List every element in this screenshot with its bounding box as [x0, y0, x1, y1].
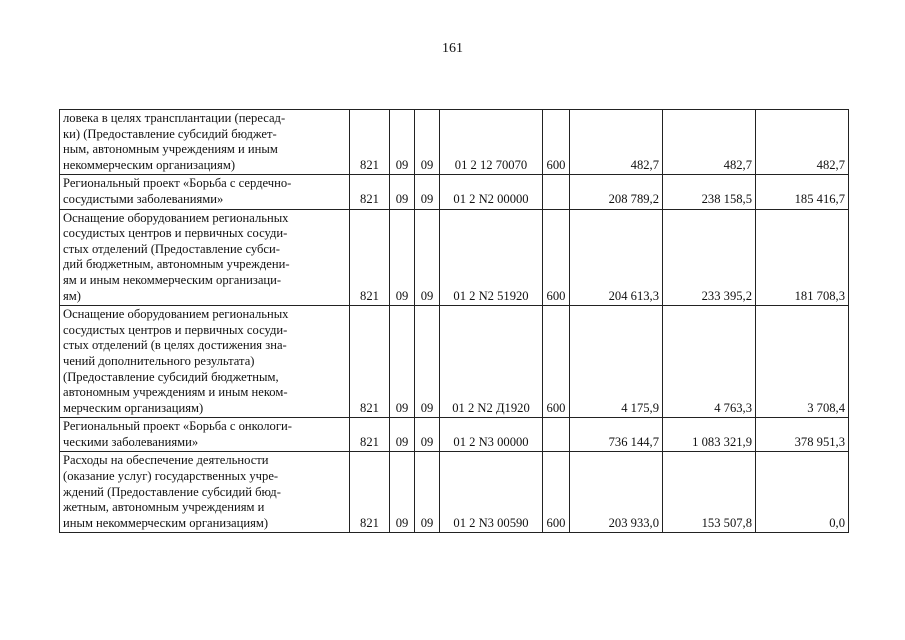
description-line: стых отделений (Предоставление субси-	[63, 241, 280, 256]
description-line: стых отделений (в целях достижения зна-	[63, 338, 287, 353]
amount-year-3-cell: 185 416,7	[756, 175, 849, 209]
subsection-code-cell: 09	[415, 175, 440, 209]
expense-type-cell	[543, 175, 570, 209]
ministry-code-cell: 821	[350, 418, 390, 452]
subsection-code-cell: 09	[415, 209, 440, 306]
amount-year-1-cell: 203 933,0	[570, 452, 663, 533]
row-description	[60, 306, 350, 418]
expense-type-cell: 600	[543, 110, 570, 175]
target-article-cell: 01 2 N3 00590	[440, 452, 543, 533]
amount-year-3-cell: 482,7	[756, 110, 849, 175]
ministry-code-cell: 821	[350, 175, 390, 209]
description-line: сосудистых центров и первичных сосуди-	[63, 322, 288, 337]
section-code-cell: 09	[390, 209, 415, 306]
expense-type-cell: 600	[543, 306, 570, 418]
row-description	[60, 209, 350, 306]
description-line: Расходы на обеспечение деятельности	[63, 453, 269, 468]
table-row	[60, 175, 849, 209]
amount-year-2-cell: 1 083 321,9	[663, 418, 756, 452]
description-line: ки) (Предоставление субсидий бюджет-	[63, 126, 277, 141]
description-line: ловека в целях трансплантации (пересад-	[63, 111, 286, 125]
subsection-code-cell: 09	[415, 452, 440, 533]
description-line: жетным, автономным учреждениям и	[63, 500, 265, 515]
description-line: Оснащение оборудованием региональных	[63, 210, 289, 225]
ministry-code-cell: 821	[350, 452, 390, 533]
subsection-code-cell: 09	[415, 418, 440, 452]
table-row	[60, 452, 849, 533]
amount-year-2-cell: 4 763,3	[663, 306, 756, 418]
section-code-cell: 09	[390, 110, 415, 175]
amount-year-1-cell: 208 789,2	[570, 175, 663, 209]
row-description	[60, 418, 350, 452]
description-line: дий бюджетным, автономным учреждени-	[63, 257, 290, 272]
section-code-cell: 09	[390, 452, 415, 533]
description-line: ям)	[63, 288, 81, 303]
target-article-cell: 01 2 N3 00000	[440, 418, 543, 452]
section-code-cell: 09	[390, 418, 415, 452]
subsection-code-cell: 09	[415, 306, 440, 418]
expense-type-cell: 600	[543, 452, 570, 533]
section-code-cell: 09	[390, 306, 415, 418]
amount-year-3-cell: 3 708,4	[756, 306, 849, 418]
description-line: чений дополнительного результата)	[63, 353, 255, 368]
amount-year-2-cell: 233 395,2	[663, 209, 756, 306]
target-article-cell: 01 2 12 70070	[440, 110, 543, 175]
expense-type-cell	[543, 418, 570, 452]
target-article-cell: 01 2 N2 Д1920	[440, 306, 543, 418]
row-description	[60, 175, 350, 209]
table-row	[60, 209, 849, 306]
amount-year-1-cell: 482,7	[570, 110, 663, 175]
description-line: ным, автономным учреждениям и иным	[63, 142, 278, 157]
row-description	[60, 452, 350, 533]
description-line: автономным учреждениям и иным неком-	[63, 385, 288, 400]
table-body	[60, 110, 849, 533]
description-line: мерческим организациям)	[63, 400, 204, 415]
amount-year-3-cell: 378 951,3	[756, 418, 849, 452]
table-row	[60, 110, 849, 175]
row-description	[60, 110, 350, 175]
budget-table	[59, 109, 849, 533]
description-line: ям и иным некоммерческим организаци-	[63, 272, 282, 287]
description-line: (Предоставление субсидий бюджетным,	[63, 369, 279, 384]
amount-year-3-cell: 181 708,3	[756, 209, 849, 306]
description-line: ждений (Предоставление субсидий бюд-	[63, 484, 281, 499]
table-row	[60, 418, 849, 452]
amount-year-3-cell: 0,0	[756, 452, 849, 533]
description-line: Региональный проект «Борьба с онкологи-	[63, 419, 292, 434]
description-line: ческими заболеваниями»	[63, 434, 199, 449]
ministry-code-cell: 821	[350, 306, 390, 418]
subsection-code-cell: 09	[415, 110, 440, 175]
description-line: Региональный проект «Борьба с сердечно-	[63, 176, 292, 191]
amount-year-1-cell: 4 175,9	[570, 306, 663, 418]
description-line: (оказание услуг) государственных учре-	[63, 469, 279, 484]
target-article-cell: 01 2 N2 51920	[440, 209, 543, 306]
description-line: сосудистых центров и первичных сосуди-	[63, 226, 288, 241]
amount-year-2-cell: 153 507,8	[663, 452, 756, 533]
expense-type-cell: 600	[543, 209, 570, 306]
ministry-code-cell: 821	[350, 209, 390, 306]
page-number: 161	[442, 41, 463, 56]
amount-year-1-cell: 736 144,7	[570, 418, 663, 452]
amount-year-1-cell: 204 613,3	[570, 209, 663, 306]
description-line: некоммерческим организациям)	[63, 157, 236, 172]
amount-year-2-cell: 238 158,5	[663, 175, 756, 209]
target-article-cell: 01 2 N2 00000	[440, 175, 543, 209]
description-line: сосудистыми заболеваниями»	[63, 191, 224, 206]
ministry-code-cell: 821	[350, 110, 390, 175]
amount-year-2-cell: 482,7	[663, 110, 756, 175]
description-line: иным некоммерческим организациям)	[63, 515, 269, 530]
section-code-cell: 09	[390, 175, 415, 209]
table-row	[60, 306, 849, 418]
description-line: Оснащение оборудованием региональных	[63, 307, 289, 322]
